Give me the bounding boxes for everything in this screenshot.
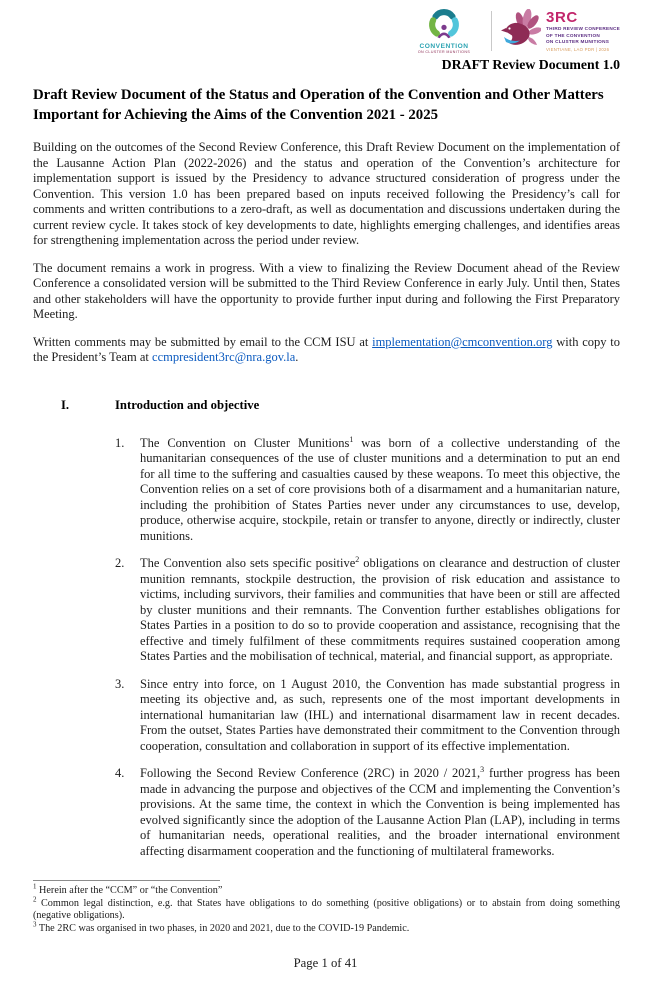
footnote-text: The 2RC was organised in two phases, in 2020 and 2021, due to the COVID-19 Pandemic. (36, 923, 410, 935)
ccm-emblem-icon (425, 8, 463, 42)
dove-icon (501, 9, 541, 53)
list-item (33, 556, 620, 665)
footnote-marker: 2 (33, 895, 37, 904)
document-title: Draft Review Document of the Status and Operation of the Convention and Other Matters Important for Achieving the Aims of the Convention 2021 - 2025 (33, 87, 604, 123)
rc-logo-line2: OF THE CONVENTION (546, 32, 601, 38)
item-text-pre: The Convention on Cluster Munitions (140, 435, 350, 450)
list-item-text (140, 677, 620, 755)
footnote-ref: 2 (355, 554, 360, 564)
ccm-logo-name: CONVENTION (419, 43, 469, 50)
footnote-ref: 3 (480, 764, 485, 774)
list-item-number: 3. (115, 676, 125, 691)
ccm-logo (406, 8, 482, 54)
footnote-separator (33, 880, 220, 881)
footnote-text: Common legal distinction, e.g. that States have obligations to do something (positive obligations) or to abstain from doing something (negative obligations). (33, 897, 620, 922)
footnote-1 (33, 882, 620, 898)
section-heading (33, 398, 620, 413)
footnote-2 (33, 895, 620, 923)
intro-paragraph-2: The document remains a work in progress. With a view to finalizing the Review Document ahead of the Review Conference a consolidated version will be submitted to the Third Review Conference in early July. Until then, States and other stakeholders will have the opportunity to provide further input during and following the First Preparatory Meeting. (33, 260, 620, 322)
footnote-area (33, 880, 620, 936)
list-item-number: 1. (115, 435, 125, 450)
footnote-marker: 3 (33, 920, 37, 929)
item-text-post: was born of a collective understanding of the humanitarian consequences of the use of cluster munitions and a determination to put an end for all time to the suffering and casualties caused by these weapons. To meet this objective, the Convention relies on a set of core provisions both of a disarmament and a humanitarian nature, including the prohibition of States Parties never under any circumstances to use, develop, produce, otherwise acquire, stockpile, retain or transfer to anyone, directly or indirectly, cluster munitions. (140, 435, 620, 543)
list-item-text (140, 436, 620, 545)
footnote-3 (33, 920, 620, 936)
list-item-text (140, 766, 620, 859)
page-number: Page 1 of 41 (293, 956, 358, 970)
footnote-marker: 1 (33, 882, 37, 891)
president-email-link[interactable]: ccmpresident3rc@nra.gov.la (152, 350, 296, 365)
rc-logo-text (546, 10, 620, 51)
intro-paragraph-1: Building on the outcomes of the Second Review Conference, this Draft Review Document on the implementation of the Lausanne Action Plan (2022-2026) and the status and operation of the Convention’s architecture for implementation support is issued by the Presidency to advance structured consideration of progress under the Convention. This version 1.0 has been prepared based on inputs received following the Presidency’s call for comments and written contributions to a zero-draft, as well as documentation and discussions undertaken during the current review cycle. It takes stock of key developments to date, highlights emerging challenges, and identifies areas for strengthening implementation across the period under review. (33, 140, 620, 248)
item-text-post: obligations on clearance and destruction of cluster munition remnants, stockpile destruction, the provision of risk education and assistance to victims, including survivors, their families and communities that have been or still are affected by cluster munitions and their remnants. The Convention further establishes obligations for States Parties in a position to do so to provide cooperation and assistance, recognising that the effective and timely fulfilment of these commitments requires sustained cooperation among States Parties and the mobilisation of technical, material, and financial support, as appropriate. (140, 556, 620, 664)
rc-logo-line1: THIRD REVIEW CONFERENCE (546, 26, 620, 31)
footnote-text: Herein after the “CCM” or “the Convention” (36, 885, 223, 896)
logo-row (406, 8, 620, 54)
p3-text-3: . (295, 350, 299, 365)
intro-paragraph-3 (33, 335, 620, 366)
item-text-pre: Since entry into force, on 1 August 2010, the Convention has made substantial progress in meeting its objective and, as such, represents one of the most important developments in international humanitarian law (IHL) and international disarmament law in recent decades. From the outset, States Parties have demonstrated their commitment to the Convention through cooperation, consultation and collaboration in support of its effective implementation. (140, 676, 620, 753)
rc-logo-acronym: 3RC (546, 9, 578, 27)
list-item-number: 4. (115, 766, 125, 781)
rc-logo (501, 9, 620, 53)
list-item (33, 677, 620, 755)
footnote-ref: 1 (349, 434, 354, 444)
section-title: Introduction and objective (115, 397, 260, 412)
logo-divider (491, 11, 492, 51)
item-text-pre: The Convention also sets specific positive (140, 556, 356, 571)
ccm-logo-subtitle: ON CLUSTER MUNITIONS (417, 50, 471, 54)
list-item-text (140, 556, 620, 665)
header (33, 8, 620, 73)
item-text-pre: Following the Second Review Conference (2RC) in 2020 / 2021, (140, 766, 481, 781)
rc-logo-line3: ON CLUSTER MUNITIONS (546, 39, 610, 45)
section-number: I. (61, 397, 70, 412)
list-item (33, 766, 620, 859)
list-item (33, 436, 620, 545)
draft-version-label: DRAFT Review Document 1.0 (441, 57, 620, 72)
list-item-number: 2. (115, 556, 125, 571)
item-text-post: further progress has been made in advancing the purpose and objectives of the CCM and implementing the Convention’s provisions. At the same time, the context in which the Convention is being implemented has evolved significantly since the adoption of the Lausanne Action Plan (LAP), including in terms of humanitarian needs, operational realities, and the broader international environment affecting disarmament cooperation and the functioning of multilateral frameworks. (140, 766, 621, 858)
rc-logo-venue: VIENTIANE, LAO PDR | 2026 (546, 46, 610, 52)
p3-text-1: Written comments may be submitted by email to the CCM ISU at (33, 334, 373, 349)
isu-email-link[interactable]: implementation@cmconvention.org (372, 334, 553, 349)
p3-text-2: with copy to the President’s Team at (33, 334, 621, 365)
numbered-list (33, 436, 620, 860)
